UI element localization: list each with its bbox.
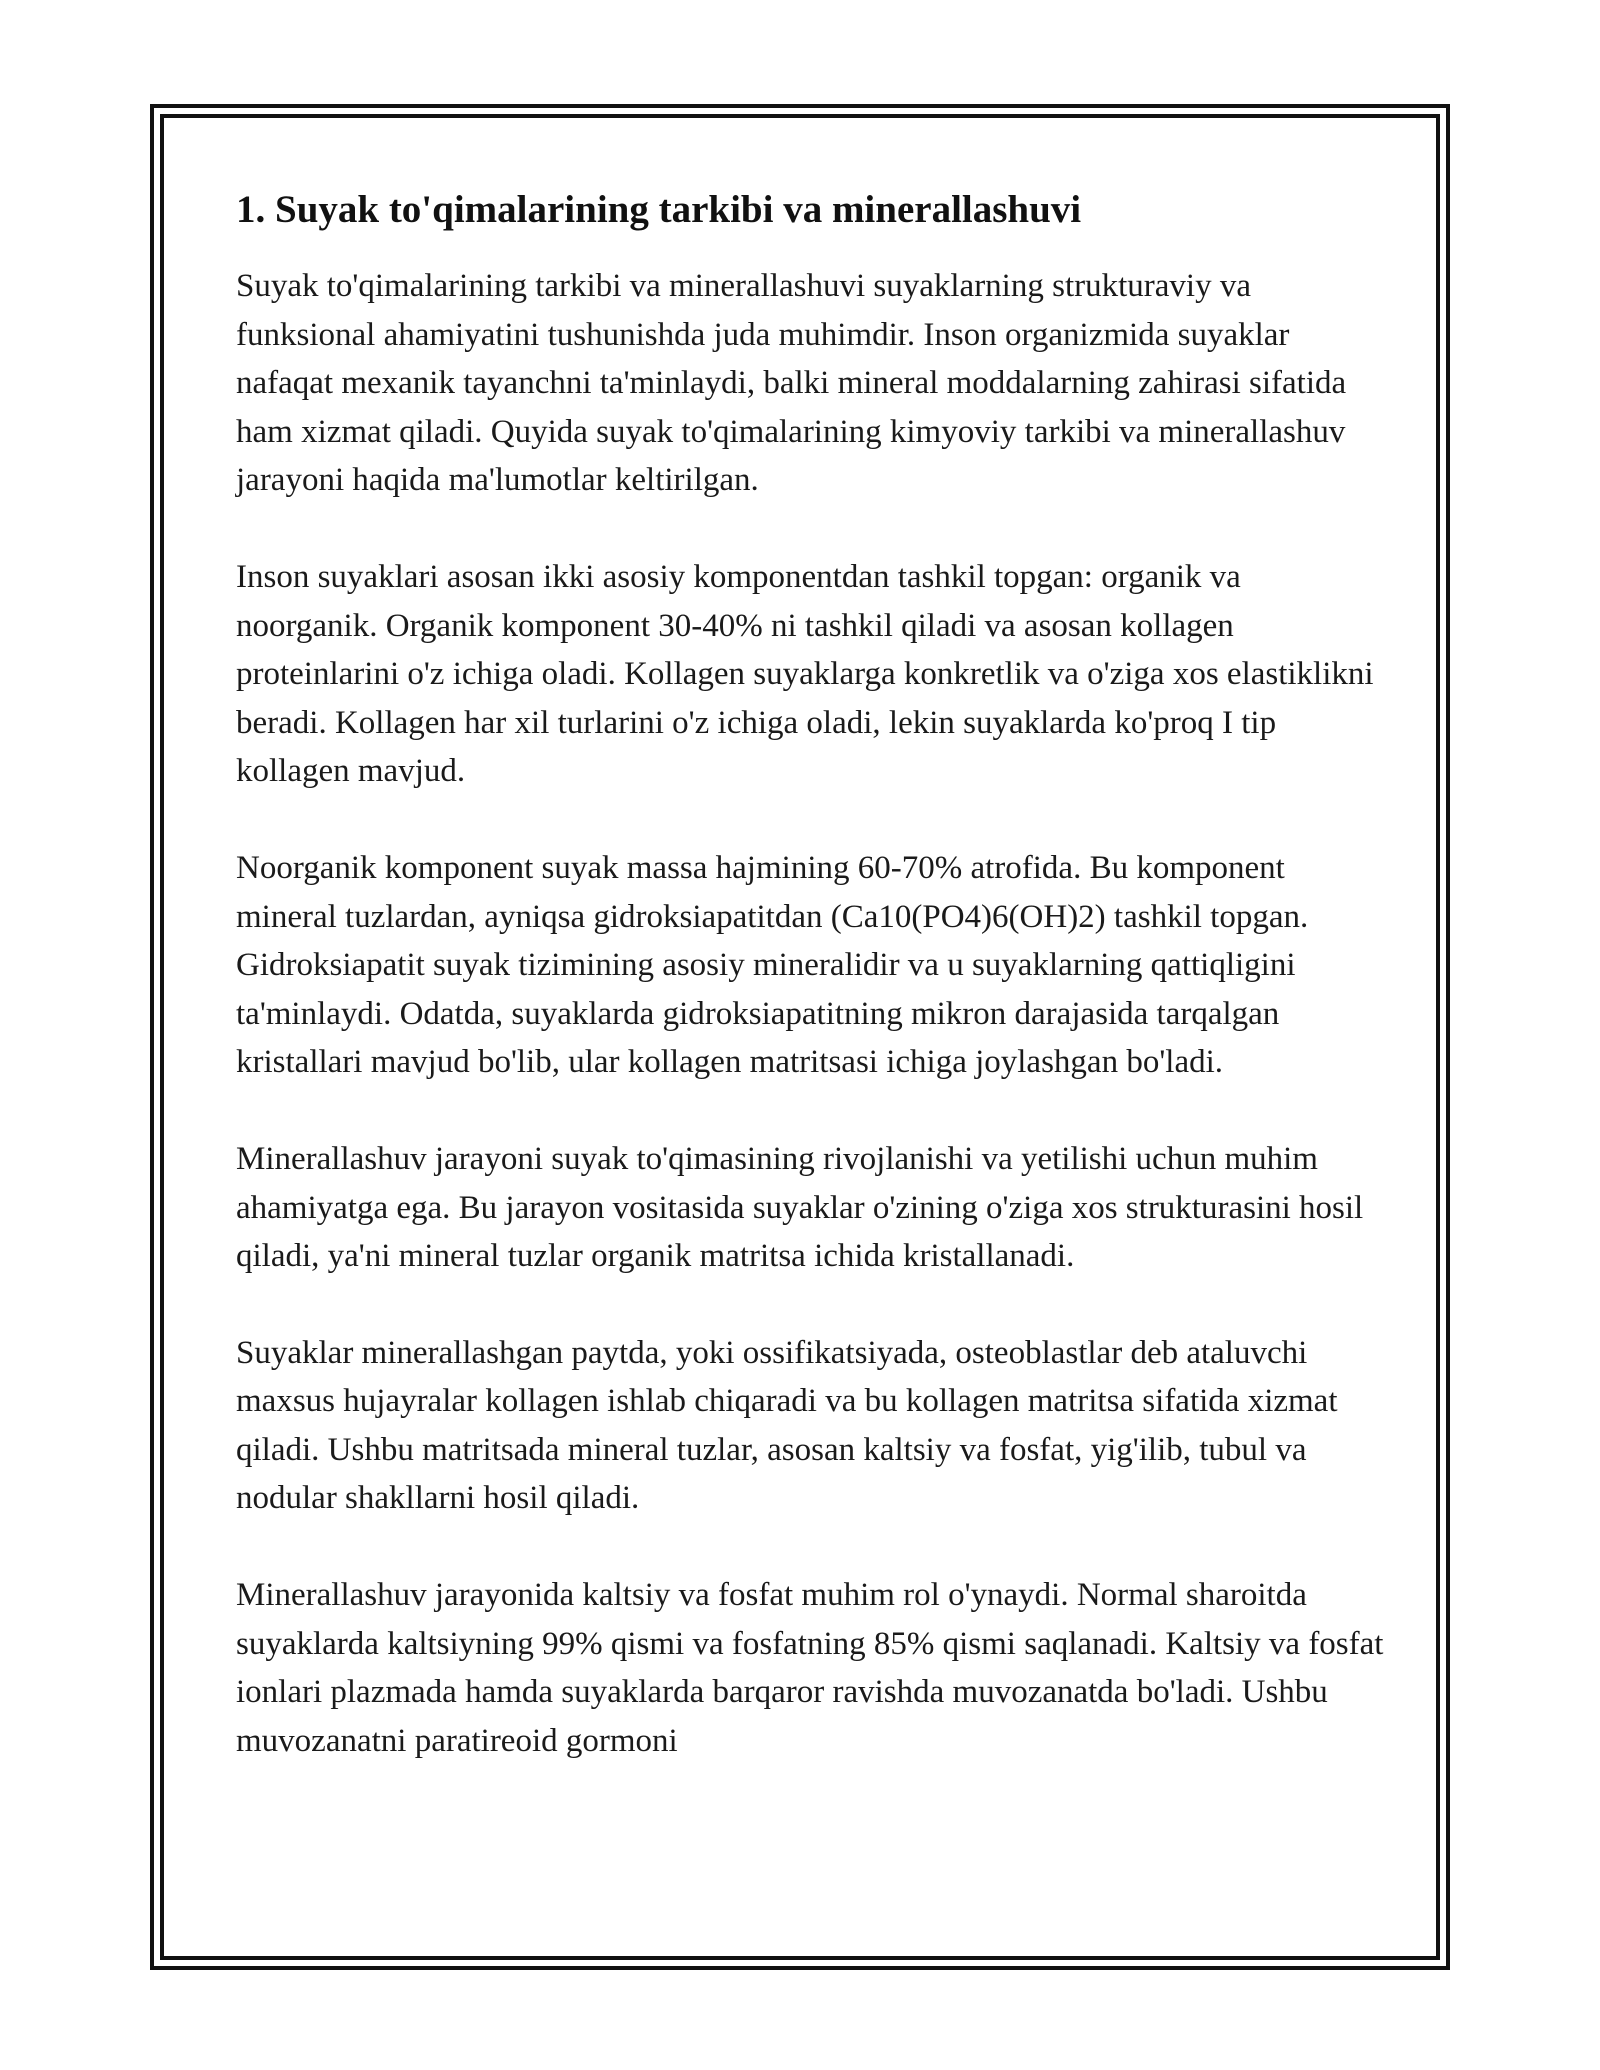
- document-body: [236, 186, 1386, 1765]
- paragraph-5: Suyaklar minerallashgan paytda, yoki ossifikatsiyada, osteoblastlar deb ataluvchi maxsus hujayralar kollagen ishlab chiqaradi va bu kollagen matritsa sifatida xizmat qiladi. Ushbu matritsada mineral tuzlar, asosan kaltsiy va fosfat, yig'ilib, tubul va nodular shakllarni hosil qiladi.: [236, 1334, 1338, 1517]
- paragraph-3: Noorganik komponent suyak massa hajmining 60-70% atrofida. Bu komponent mineral tuzlardan, ayniqsa gidroksiapatitdan (Ca10(PO4)6(OH)2) tashkil topgan. Gidroksiapatit suyak tizimining asosiy mineralidir va u suyaklarning qattiqligini ta'minlaydi. Odatda, suyaklarda gidroksiapatitning mikron darajasida tarqalgan kristallari mavjud bo'lib, ular kollagen matritsasi ichiga joylashgan bo'ladi.: [236, 849, 1309, 1081]
- paragraph-4: Minerallashuv jarayoni suyak to'qimasining rivojlanishi va yetilishi uchun muhim ahamiyatga ega. Bu jarayon vositasida suyaklar o'zining o'ziga xos strukturasini hosil qiladi, ya'ni mineral tuzlar organik matritsa ichida kristallanadi.: [236, 1140, 1364, 1275]
- paragraph-1: Suyak to'qimalarining tarkibi va minerallashuvi suyaklarning strukturaviy va funksional ahamiyatini tushunishda juda muhimdir. Inson organizmida suyaklar nafaqat mexanik tayanchni ta'minlaydi, balki mineral moddalarning zahirasi sifatida ham xizmat qiladi. Quyida suyak to'qimalarining kimyoviy tarkibi va minerallashuv jarayoni haqida ma'lumotlar keltirilgan.: [236, 268, 1347, 499]
- paragraph-2: Inson suyaklari asosan ikki asosiy komponentdan tashkil topgan: organik va noorganik. Organik komponent 30-40% ni tashkil qiladi va asosan kollagen proteinlarini o'z ichiga oladi. Kollagen suyaklarga konkretlik va o'ziga xos elastiklikni beradi. Kollagen har xil turlarini o'z ichiga oladi, lekin suyaklarda ko'proq I tip kollagen mavjud.: [236, 558, 1374, 790]
- paragraph-6: Minerallashuv jarayonida kaltsiy va fosfat muhim rol o'ynaydi. Normal sharoitda suyaklarda kaltsiyning 99% qismi va fosfatning 85% qismi saqlanadi. Kaltsiy va fosfat ionlari plazmada hamda suyaklarda barqaror ravishda muvozanatda bo'ladi. Ushbu muvozanatni paratireoid gormoni: [236, 1577, 1384, 1759]
- section-title: 1. Suyak to'qimalarining tarkibi va minerallashuvi: [236, 188, 1082, 231]
